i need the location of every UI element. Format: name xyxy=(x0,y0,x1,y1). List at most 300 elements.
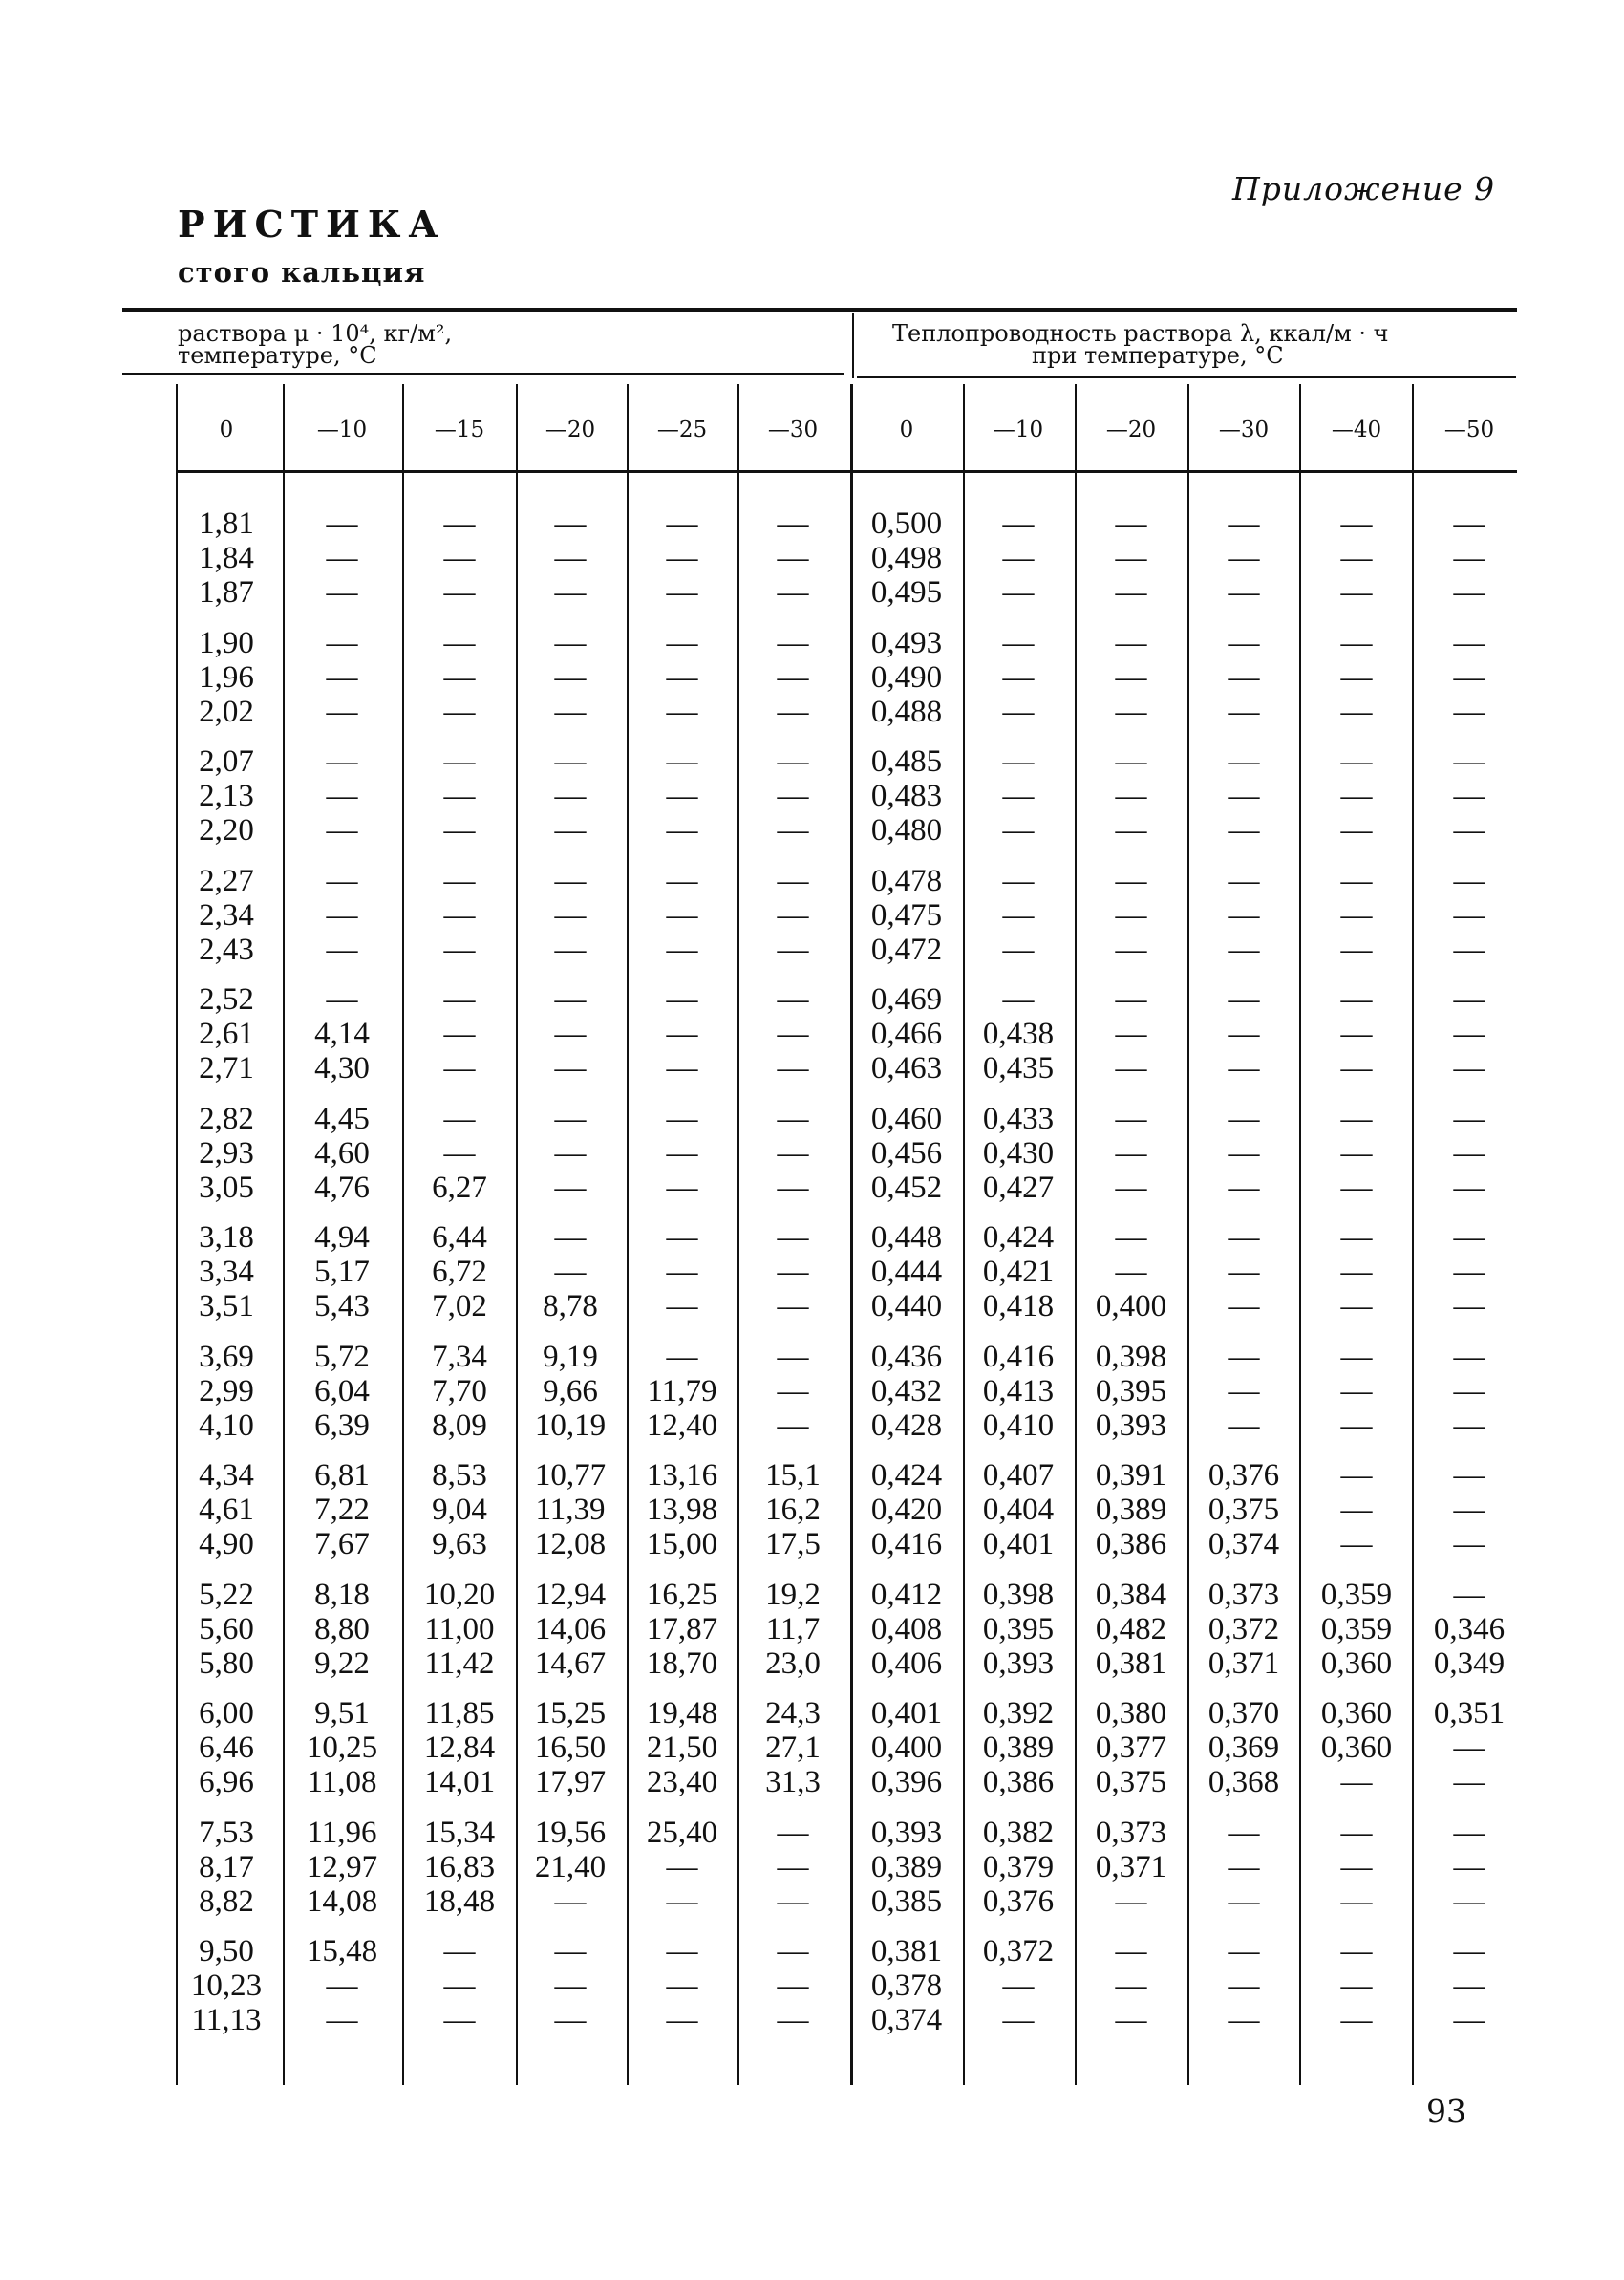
table-cell: — xyxy=(1340,1339,1373,1374)
table-cell: — xyxy=(666,506,698,541)
table-cell: — xyxy=(666,1289,698,1323)
table-cell: 4,94 xyxy=(314,1220,370,1255)
table-cell: — xyxy=(1002,506,1035,541)
table-cell: — xyxy=(1228,1408,1260,1443)
table-cell: — xyxy=(1453,897,1485,933)
table-cell: — xyxy=(666,1883,698,1919)
table-cell: 0,393 xyxy=(982,1645,1055,1681)
table-cell: 0,360 xyxy=(1320,1645,1393,1681)
table-cell: 0,382 xyxy=(982,1815,1055,1850)
table-cell: 0,396 xyxy=(870,1765,943,1799)
table-cell: 0,485 xyxy=(870,744,943,779)
table-cell: 5,60 xyxy=(199,1611,254,1646)
table-cell: — xyxy=(1340,1458,1373,1493)
table-cell: 0,376 xyxy=(982,1883,1055,1919)
table-cell: — xyxy=(554,1017,587,1051)
table-cell: 3,18 xyxy=(199,1220,254,1255)
viscosity-group-header-line1: раствора μ · 10⁴, кг/м², xyxy=(178,320,453,347)
table-cell: — xyxy=(1115,932,1147,967)
table-cell: 0,436 xyxy=(870,1339,943,1374)
table-cell: 0,432 xyxy=(870,1373,943,1409)
table-cell: — xyxy=(1115,1170,1147,1205)
table-cell: 18,48 xyxy=(423,1883,496,1919)
table-cell: — xyxy=(554,1934,587,1968)
table-cell: — xyxy=(1453,1883,1485,1919)
table-cell: — xyxy=(554,1101,587,1136)
table-cell: 12,94 xyxy=(534,1577,607,1612)
table-cell: 2,93 xyxy=(199,1135,254,1171)
table-cell: — xyxy=(777,1339,809,1374)
table-cell: — xyxy=(1340,813,1373,848)
table-cell: — xyxy=(554,1883,587,1919)
table-cell: 9,04 xyxy=(432,1493,487,1527)
table-cell: — xyxy=(1228,1051,1260,1086)
table-cell: — xyxy=(1453,1220,1485,1255)
column-header: —50 xyxy=(1443,418,1495,442)
table-cell: — xyxy=(1453,2003,1485,2037)
table-cell: 16,50 xyxy=(534,1731,607,1765)
table-cell: — xyxy=(1002,744,1035,779)
table-cell: — xyxy=(666,813,698,848)
table-top-rule xyxy=(122,308,1517,312)
appendix-label: Приложение 9 xyxy=(1232,170,1496,207)
table-cell: — xyxy=(666,932,698,967)
table-cell: — xyxy=(777,1101,809,1136)
table-cell: 0,389 xyxy=(982,1731,1055,1765)
table-cell: 4,34 xyxy=(199,1458,254,1493)
table-cell: — xyxy=(1453,694,1485,729)
table-cell: 12,08 xyxy=(534,1527,607,1561)
table-cell: — xyxy=(326,897,358,933)
table-cell: — xyxy=(1228,541,1260,575)
table-cell: — xyxy=(1340,575,1373,610)
table-cell: 0,469 xyxy=(870,982,943,1017)
table-cell: — xyxy=(1115,2003,1147,2037)
column-rule xyxy=(1299,384,1301,2085)
table-cell: 7,67 xyxy=(314,1527,370,1561)
column-header: 0 xyxy=(219,418,234,442)
table-cell: — xyxy=(777,982,809,1017)
table-cell: — xyxy=(1115,659,1147,695)
table-cell: 2,61 xyxy=(199,1017,254,1051)
table-cell: — xyxy=(1340,744,1373,779)
table-cell: 6,00 xyxy=(199,1696,254,1731)
table-cell: — xyxy=(777,2003,809,2037)
table-cell: 0,360 xyxy=(1320,1731,1393,1765)
table-cell: 11,96 xyxy=(307,1815,377,1850)
table-cell: — xyxy=(666,1051,698,1086)
table-cell: 0,418 xyxy=(982,1289,1055,1323)
table-cell: 0,500 xyxy=(870,506,943,541)
table-cell: — xyxy=(777,659,809,695)
table-cell: — xyxy=(666,541,698,575)
table-cell: — xyxy=(1453,1849,1485,1884)
table-cell: 2,34 xyxy=(199,897,254,933)
table-cell: — xyxy=(1340,1408,1373,1443)
table-cell: — xyxy=(666,575,698,610)
table-cell: 3,34 xyxy=(199,1255,254,1289)
table-cell: 2,07 xyxy=(199,744,254,779)
table-cell: — xyxy=(554,541,587,575)
column-header: —10 xyxy=(316,418,368,442)
table-cell: — xyxy=(554,1051,587,1086)
table-cell: 0,438 xyxy=(982,1017,1055,1051)
table-cell: — xyxy=(666,694,698,729)
table-cell: — xyxy=(1340,1883,1373,1919)
table-cell: 11,79 xyxy=(647,1373,717,1409)
table-cell: 12,97 xyxy=(306,1849,378,1884)
table-cell: 9,63 xyxy=(432,1527,487,1561)
table-cell: — xyxy=(1453,1731,1485,1765)
table-cell: 0,400 xyxy=(870,1731,943,1765)
table-cell: — xyxy=(1002,813,1035,848)
table-cell: — xyxy=(777,694,809,729)
table-cell: 0,490 xyxy=(870,659,943,695)
table-cell: 0,488 xyxy=(870,694,943,729)
table-cell: — xyxy=(1002,1968,1035,2003)
table-cell: 0,483 xyxy=(870,779,943,813)
table-cell: — xyxy=(1002,575,1035,610)
table-cell: 0,416 xyxy=(870,1527,943,1561)
table-cell: 8,78 xyxy=(543,1289,598,1323)
table-cell: — xyxy=(443,1017,476,1051)
table-cell: — xyxy=(666,2003,698,2037)
table-cell: — xyxy=(1228,575,1260,610)
table-cell: 0,384 xyxy=(1095,1577,1167,1612)
table-cell: — xyxy=(777,1408,809,1443)
table-cell: — xyxy=(1115,982,1147,1017)
table-cell: 19,48 xyxy=(646,1696,718,1731)
table-cell: — xyxy=(777,1255,809,1289)
table-cell: 6,04 xyxy=(314,1373,370,1409)
table-cell: 27,1 xyxy=(765,1731,821,1765)
table-cell: — xyxy=(1453,1577,1485,1612)
table-cell: — xyxy=(777,932,809,967)
table-cell: — xyxy=(777,1934,809,1968)
table-cell: 4,76 xyxy=(314,1170,370,1205)
table-cell: — xyxy=(1115,1968,1147,2003)
table-cell: 17,5 xyxy=(765,1527,821,1561)
table-cell: — xyxy=(1002,982,1035,1017)
column-rule xyxy=(1412,384,1414,2085)
table-cell: — xyxy=(666,625,698,660)
table-cell: 0,372 xyxy=(1207,1611,1280,1646)
table-cell: 0,460 xyxy=(870,1101,943,1136)
table-cell: 8,17 xyxy=(199,1849,254,1884)
table-cell: — xyxy=(666,897,698,933)
table-cell: — xyxy=(1002,932,1035,967)
table-cell: 9,19 xyxy=(543,1339,598,1374)
table-cell: 0,472 xyxy=(870,932,943,967)
table-cell: — xyxy=(326,813,358,848)
table-cell: 0,375 xyxy=(1207,1493,1280,1527)
table-cell: 7,34 xyxy=(432,1339,487,1374)
table-cell: 3,69 xyxy=(199,1339,254,1374)
table-cell: 0,448 xyxy=(870,1220,943,1255)
table-cell: 21,40 xyxy=(534,1849,607,1884)
table-cell: 0,381 xyxy=(1095,1645,1167,1681)
table-cell: 0,371 xyxy=(1207,1645,1280,1681)
table-cell: — xyxy=(1453,575,1485,610)
table-cell: — xyxy=(326,744,358,779)
table-cell: 7,53 xyxy=(199,1815,254,1850)
table-cell: — xyxy=(777,813,809,848)
table-cell: — xyxy=(1228,1135,1260,1171)
column-header: —40 xyxy=(1331,418,1382,442)
table-cell: — xyxy=(1002,694,1035,729)
table-cell: 7,22 xyxy=(314,1493,370,1527)
table-cell: — xyxy=(1228,1883,1260,1919)
table-cell: 0,498 xyxy=(870,541,943,575)
table-cell: 0,401 xyxy=(870,1696,943,1731)
table-cell: — xyxy=(1228,1849,1260,1884)
table-cell: 0,410 xyxy=(982,1408,1055,1443)
table-cell: — xyxy=(1340,1255,1373,1289)
viscosity-group-header-line2: температуре, °С xyxy=(178,342,377,369)
table-cell: — xyxy=(443,1135,476,1171)
table-cell: — xyxy=(1453,1934,1485,1968)
table-cell: — xyxy=(443,1051,476,1086)
table-cell: — xyxy=(1453,659,1485,695)
table-cell: — xyxy=(1115,863,1147,898)
table-cell: 0,359 xyxy=(1320,1577,1393,1612)
table-cell: — xyxy=(1340,625,1373,660)
table-cell: 31,3 xyxy=(765,1765,821,1799)
column-header: 0 xyxy=(899,418,914,442)
table-cell: — xyxy=(1453,1170,1485,1205)
table-cell: 4,30 xyxy=(314,1051,370,1086)
table-cell: — xyxy=(1228,863,1260,898)
page-title: РИСТИКА xyxy=(178,203,446,246)
table-cell: 9,22 xyxy=(314,1645,370,1681)
table-cell: — xyxy=(1340,1289,1373,1323)
table-cell: — xyxy=(1340,2003,1373,2037)
table-cell: — xyxy=(1115,1255,1147,1289)
column-header: —30 xyxy=(767,418,819,442)
table-cell: 14,01 xyxy=(423,1765,496,1799)
table-cell: — xyxy=(326,863,358,898)
table-cell: 14,06 xyxy=(534,1611,607,1646)
table-cell: 8,80 xyxy=(314,1611,370,1646)
table-cell: — xyxy=(1228,1339,1260,1374)
table-cell: 5,80 xyxy=(199,1645,254,1681)
table-cell: — xyxy=(1453,932,1485,967)
conductivity-group-header-line2: при температуре, °С xyxy=(1032,342,1284,369)
table-cell: 21,50 xyxy=(646,1731,718,1765)
table-cell: 0,495 xyxy=(870,575,943,610)
table-cell: 0,374 xyxy=(1207,1527,1280,1561)
table-cell: 11,42 xyxy=(424,1645,495,1681)
table-cell: 4,10 xyxy=(199,1408,254,1443)
table-cell: — xyxy=(666,1101,698,1136)
table-cell: — xyxy=(1228,1934,1260,1968)
table-cell: — xyxy=(1340,1051,1373,1086)
table-cell: — xyxy=(326,659,358,695)
table-cell: — xyxy=(777,1968,809,2003)
table-cell: — xyxy=(443,897,476,933)
table-cell: — xyxy=(1115,1051,1147,1086)
table-cell: — xyxy=(554,982,587,1017)
table-cell: — xyxy=(554,813,587,848)
table-cell: — xyxy=(777,1170,809,1205)
table-cell: 23,40 xyxy=(646,1765,718,1799)
column-header: —10 xyxy=(993,418,1044,442)
table-cell: 0,480 xyxy=(870,813,943,848)
table-cell: 1,84 xyxy=(199,541,254,575)
table-cell: — xyxy=(554,575,587,610)
table-cell: 2,82 xyxy=(199,1101,254,1136)
table-cell: — xyxy=(1115,1934,1147,1968)
table-cell: — xyxy=(554,1220,587,1255)
table-cell: 11,08 xyxy=(307,1765,377,1799)
table-cell: 0,395 xyxy=(1095,1373,1167,1409)
table-cell: — xyxy=(1340,863,1373,898)
column-header: —15 xyxy=(434,418,485,442)
table-cell: — xyxy=(1002,541,1035,575)
table-cell: 8,53 xyxy=(432,1458,487,1493)
table-cell: — xyxy=(666,982,698,1017)
table-cell: — xyxy=(666,1220,698,1255)
table-cell: — xyxy=(326,982,358,1017)
table-cell: 0,346 xyxy=(1433,1611,1506,1646)
table-cell: 0,392 xyxy=(982,1696,1055,1731)
table-cell: 0,386 xyxy=(982,1765,1055,1799)
table-cell: — xyxy=(443,1934,476,1968)
table-cell: — xyxy=(1115,813,1147,848)
table-cell: 15,1 xyxy=(765,1458,821,1493)
table-cell: 0,401 xyxy=(982,1527,1055,1561)
table-cell: 9,50 xyxy=(199,1934,254,1968)
table-cell: — xyxy=(1228,1815,1260,1850)
group-divider xyxy=(852,313,854,378)
table-cell: — xyxy=(1115,575,1147,610)
table-cell: — xyxy=(1340,1527,1373,1561)
table-cell: 8,18 xyxy=(314,1577,370,1612)
table-cell: — xyxy=(554,625,587,660)
table-cell: — xyxy=(1453,1135,1485,1171)
table-cell: 11,39 xyxy=(535,1493,606,1527)
table-cell: — xyxy=(666,1017,698,1051)
table-cell: — xyxy=(1002,2003,1035,2037)
table-cell: 0,420 xyxy=(870,1493,943,1527)
table-cell: — xyxy=(1340,1220,1373,1255)
table-cell: — xyxy=(1340,1815,1373,1850)
table-cell: — xyxy=(1228,1255,1260,1289)
table-cell: 0,380 xyxy=(1095,1696,1167,1731)
table-cell: — xyxy=(443,863,476,898)
table-cell: 0,475 xyxy=(870,897,943,933)
table-cell: 0,413 xyxy=(982,1373,1055,1409)
table-cell: 0,370 xyxy=(1207,1696,1280,1731)
table-cell: — xyxy=(1340,694,1373,729)
table-cell: 10,23 xyxy=(190,1968,263,2003)
table-cell: 25,40 xyxy=(646,1815,718,1850)
table-cell: — xyxy=(1115,1101,1147,1136)
table-cell: 0,351 xyxy=(1433,1696,1506,1731)
table-cell: — xyxy=(666,1849,698,1884)
table-cell: — xyxy=(554,863,587,898)
table-cell: — xyxy=(1340,982,1373,1017)
table-cell: 0,412 xyxy=(870,1577,943,1612)
table-cell: 17,87 xyxy=(646,1611,718,1646)
table-cell: — xyxy=(1228,1017,1260,1051)
table-cell: — xyxy=(1453,1289,1485,1323)
table-cell: 0,416 xyxy=(982,1339,1055,1374)
table-cell: — xyxy=(1228,813,1260,848)
table-cell: — xyxy=(1115,1135,1147,1171)
table-cell: — xyxy=(554,897,587,933)
column-header: —20 xyxy=(1105,418,1157,442)
table-cell: — xyxy=(1453,779,1485,813)
table-cell: — xyxy=(1228,1968,1260,2003)
table-cell: — xyxy=(1340,1849,1373,1884)
table-cell: 0,375 xyxy=(1095,1765,1167,1799)
table-cell: 5,72 xyxy=(314,1339,370,1374)
table-cell: — xyxy=(554,779,587,813)
table-cell: — xyxy=(1340,1373,1373,1409)
table-cell: — xyxy=(777,1289,809,1323)
table-cell: — xyxy=(1002,625,1035,660)
table-cell: 6,39 xyxy=(314,1408,370,1443)
table-cell: 0,378 xyxy=(870,1968,943,2003)
table-cell: — xyxy=(1453,1255,1485,1289)
table-cell: — xyxy=(554,694,587,729)
table-cell: 3,51 xyxy=(199,1289,254,1323)
table-cell: 4,60 xyxy=(314,1135,370,1171)
table-cell: 4,61 xyxy=(199,1493,254,1527)
table-cell: 9,51 xyxy=(314,1696,370,1731)
table-cell: — xyxy=(1453,863,1485,898)
table-cell: — xyxy=(777,779,809,813)
table-cell: 0,493 xyxy=(870,625,943,660)
table-cell: — xyxy=(1453,1493,1485,1527)
table-cell: — xyxy=(1115,1883,1147,1919)
table-cell: — xyxy=(777,897,809,933)
table-cell: 15,00 xyxy=(646,1527,718,1561)
table-cell: 5,43 xyxy=(314,1289,370,1323)
table-cell: — xyxy=(1340,1017,1373,1051)
table-cell: — xyxy=(666,1135,698,1171)
table-cell: — xyxy=(1115,1017,1147,1051)
column-header: —20 xyxy=(545,418,596,442)
table-cell: 0,430 xyxy=(982,1135,1055,1171)
table-cell: — xyxy=(443,982,476,1017)
table-cell: 12,40 xyxy=(646,1408,718,1443)
table-cell: — xyxy=(1228,932,1260,967)
table-cell: — xyxy=(1340,932,1373,967)
table-cell: — xyxy=(1453,1527,1485,1561)
table-cell: 0,452 xyxy=(870,1170,943,1205)
table-cell: — xyxy=(554,744,587,779)
table-cell: — xyxy=(1453,982,1485,1017)
table-cell: 16,83 xyxy=(423,1849,496,1884)
table-cell: — xyxy=(326,541,358,575)
table-cell: — xyxy=(443,625,476,660)
table-cell: — xyxy=(1453,1017,1485,1051)
table-cell: — xyxy=(554,1255,587,1289)
table-cell: 0,466 xyxy=(870,1017,943,1051)
table-cell: 0,368 xyxy=(1207,1765,1280,1799)
table-cell: — xyxy=(326,575,358,610)
table-cell: — xyxy=(554,932,587,967)
table-cell: — xyxy=(1453,541,1485,575)
table-cell: — xyxy=(1340,1101,1373,1136)
column-header-rule xyxy=(176,470,1517,473)
table-cell: 11,85 xyxy=(424,1696,495,1731)
table-cell: — xyxy=(777,541,809,575)
table-cell: 0,433 xyxy=(982,1101,1055,1136)
table-cell: 23,0 xyxy=(765,1645,821,1681)
